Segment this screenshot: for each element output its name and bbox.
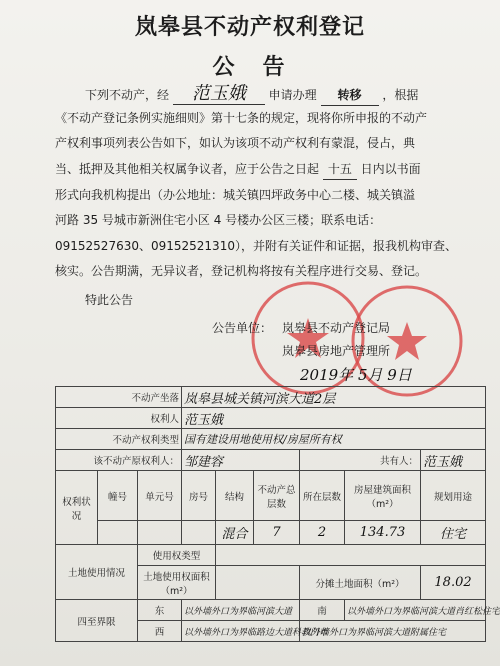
shared-area-value: 18.02 — [421, 566, 486, 600]
notice-line-8: 核实。公告期满，无异议者，登记机构将按有关程序进行交易、登记。 — [55, 264, 428, 278]
notice-line-4 — [55, 159, 421, 180]
col-floor: 所在层数 — [300, 471, 345, 521]
co-owner-value: 范玉娥 — [421, 450, 486, 471]
co-owner-label: 共有人： — [300, 450, 421, 471]
location-label: 不动产坐落 — [56, 387, 182, 408]
right-type-row — [56, 429, 486, 450]
north-value: 以外墙外口为界临河滨大道附属住宅 — [300, 621, 486, 642]
line1-mid: 申请办理 — [268, 88, 317, 102]
line4-pre: 当、抵押及其他相关权属争议者，应于公告之日起 — [55, 162, 320, 176]
col-room: 房号 — [182, 471, 216, 521]
land-area-label: 土地使用权面积（m²） — [138, 566, 216, 600]
col-structure: 结构 — [216, 471, 254, 521]
notice-closing: 特此公告 — [85, 293, 134, 307]
notice-date: 2019年 5月 9日 — [300, 366, 412, 384]
notice-line-2: 《不动产登记条例实施细则》第十七条的规定，现将你所申报的不动产 — [55, 111, 428, 125]
right-type-label: 不动产权利类型 — [56, 429, 182, 450]
structure-value: 混合 — [216, 521, 254, 545]
bounds-label: 四至界限 — [56, 600, 138, 642]
east-value: 以外墙外口为界临河滨大道 — [182, 600, 300, 621]
applicant-name: 范玉娥 — [173, 84, 265, 105]
line1-post: ，根据 — [382, 88, 419, 102]
issuer-2: 岚皋县房地产管理所 — [282, 344, 391, 358]
land-type-label: 使用权类型 — [138, 545, 216, 566]
west-value: 以外墙外口为界临路边大道科教门市 — [182, 621, 300, 642]
building-value — [98, 521, 138, 545]
orig-holder-value: 邹建容 — [182, 450, 300, 471]
south-label: 南 — [300, 600, 345, 621]
usage-value: 住宅 — [421, 521, 486, 545]
property-table — [55, 386, 500, 642]
col-unit: 单元号 — [138, 471, 182, 521]
issuer-1: 岚皋县不动产登记局 — [282, 321, 391, 335]
status-value-row — [56, 521, 486, 545]
land-label: 土地使用情况 — [56, 545, 138, 600]
issuer-label: 公告单位： — [212, 321, 273, 335]
document-title: 岚皋县不动产权利登记 — [134, 15, 365, 40]
land-type-value — [216, 545, 486, 566]
original-holder-row — [56, 450, 486, 471]
area-value: 134.73 — [345, 521, 421, 545]
right-type-value: 国有建设用地使用权/房屋所有权 — [182, 429, 486, 450]
south-value: 以外墙外口为界临河滨大道肖红松住宅 — [345, 600, 486, 621]
land-area-value — [216, 566, 300, 600]
notice-line-1 — [85, 84, 418, 106]
location-row — [56, 387, 486, 408]
room-value — [182, 521, 216, 545]
document-subtitle: 公 告 — [212, 55, 288, 80]
col-total-floors: 不动产总层数 — [254, 471, 300, 521]
notice-line-3: 产权利事项列表公告如下，如认为该项不动产权利有蒙混，侵占，典 — [55, 136, 416, 150]
notice-line-7: 09152527630、09152521310），并附有关证件和证据，报我机构审查、 — [55, 239, 457, 253]
line4-post: 日内以书面 — [360, 162, 421, 176]
total-floors-value: 7 — [254, 521, 300, 545]
col-building: 幢号 — [98, 471, 138, 521]
col-usage: 规划用途 — [421, 471, 486, 521]
notice-line-5: 形式向我机构提出（办公地址：城关镇四坪政务中心二楼、城关镇溢 — [55, 188, 416, 202]
land-type-row — [56, 545, 486, 566]
shared-area-label: 分摊土地面积（m²） — [300, 566, 421, 600]
orig-holder-label: 该不动产原权利人： — [56, 450, 182, 471]
floor-value: 2 — [300, 521, 345, 545]
holder-row — [56, 408, 486, 429]
east-label: 东 — [138, 600, 182, 621]
holder-value: 范玉娥 — [182, 408, 486, 429]
west-label: 西 — [138, 621, 182, 642]
line1-pre: 下列不动产，经 — [85, 88, 170, 102]
objection-days: 十五 — [323, 159, 357, 180]
bounds-row-1 — [56, 600, 486, 621]
location-value: 岚皋县城关镇河滨大道2层 — [182, 387, 486, 408]
unit-value — [138, 521, 182, 545]
notice-line-6: 河路 35 号城市新洲住宅小区 4 号楼办公区三楼；联系电话： — [55, 213, 382, 227]
business-type: 转移 — [321, 85, 379, 106]
col-area: 房屋建筑面积（m²） — [345, 471, 421, 521]
status-header-row — [56, 471, 486, 521]
status-label: 权利状况 — [56, 471, 98, 545]
holder-label: 权利人 — [56, 408, 182, 429]
